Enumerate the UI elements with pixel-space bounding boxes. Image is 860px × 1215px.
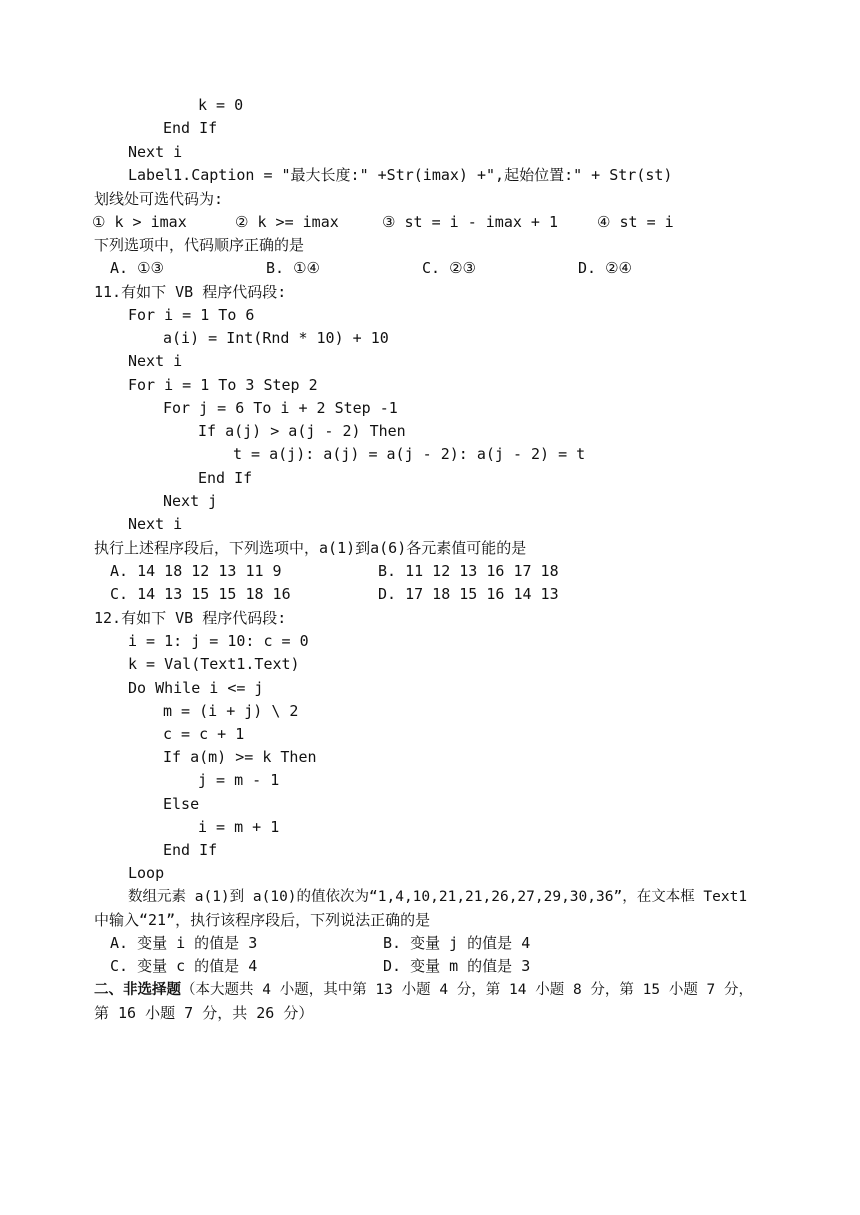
- code-line: If a(j) > a(j - 2) Then: [198, 422, 406, 440]
- code-line: k = Val(Text1.Text): [128, 655, 300, 673]
- code-line: Label1.Caption = "最大长度:" +Str(imax) +",起始位置:" + Str(st): [128, 166, 673, 184]
- option-a: A. ①③: [110, 259, 164, 277]
- option-c: C. ②③: [422, 259, 476, 277]
- code-choice: ① k > imax: [92, 213, 187, 231]
- code-line: For i = 1 To 6: [128, 306, 255, 324]
- code-line: If a(m) >= k Then: [163, 748, 317, 766]
- code-line: Next i: [128, 515, 183, 533]
- code-line: Else: [163, 795, 200, 813]
- option-b: B. ①④: [266, 259, 320, 277]
- q12-title: 12.有如下 VB 程序代码段:: [94, 609, 287, 627]
- q11-title: 11.有如下 VB 程序代码段:: [94, 283, 287, 301]
- q10-prompt: 划线处可选代码为:: [94, 190, 224, 208]
- q10-options: [110, 257, 830, 280]
- code-line: End If: [198, 469, 253, 487]
- code-line: Do While i <= j: [128, 679, 264, 697]
- section-heading: [94, 979, 753, 1002]
- code-choice: ② k >= imax: [235, 213, 339, 231]
- code-line: t = a(j): a(j) = a(j - 2): a(j - 2) = t: [233, 445, 586, 463]
- option-a: A. 变量 i 的值是 3: [110, 934, 258, 952]
- code-line: For i = 1 To 3 Step 2: [128, 376, 318, 394]
- code-choice: ③ st = i - imax + 1: [382, 213, 559, 231]
- code-line: a(i) = Int(Rnd * 10) + 10: [163, 329, 389, 347]
- code-line: Next i: [128, 352, 183, 370]
- q12-question: 中输入“21”，执行该程序段后，下列说法正确的是: [94, 911, 431, 929]
- code-line: End If: [163, 119, 218, 137]
- code-line: i = 1: j = 10: c = 0: [128, 632, 309, 650]
- option-d: D. 变量 m 的值是 3: [383, 957, 531, 975]
- option-b: B. 11 12 13 16 17 18: [378, 562, 559, 580]
- code-choice: ④ st = i: [597, 213, 674, 231]
- code-line: i = m + 1: [198, 818, 280, 836]
- q12-options-row1: [110, 932, 830, 955]
- code-line: m = (i + j) \ 2: [163, 702, 299, 720]
- q12-options-row2: [110, 955, 830, 978]
- option-d: D. 17 18 15 16 14 13: [378, 585, 559, 603]
- code-line: Next i: [128, 143, 183, 161]
- section-title: 二、非选择题: [94, 982, 181, 998]
- option-a: A. 14 18 12 13 11 9: [110, 562, 282, 580]
- option-d: D. ②④: [578, 259, 632, 277]
- q12-description: 数组元素 a(1)到 a(10)的值依次为“1,4,10,21,21,26,27,29,30,36”，在文本框 Text1: [128, 889, 748, 905]
- q11-options-row1: [110, 560, 830, 583]
- code-line: k = 0: [198, 96, 244, 114]
- q10-code-choices: [92, 211, 812, 234]
- q10-question: 下列选项中，代码顺序正确的是: [94, 236, 305, 254]
- section-note-line2: 第 16 小题 7 分，共 26 分）: [94, 1004, 314, 1022]
- option-c: C. 14 13 15 15 18 16: [110, 585, 291, 603]
- code-line: End If: [163, 841, 218, 859]
- q11-options-row2: [110, 583, 830, 606]
- code-line: c = c + 1: [163, 725, 245, 743]
- code-line: For j = 6 To i + 2 Step -1: [163, 399, 398, 417]
- code-line: Next j: [163, 492, 218, 510]
- code-line: j = m - 1: [198, 771, 280, 789]
- q11-question: 执行上述程序段后，下列选项中，a(1)到a(6)各元素值可能的是: [94, 539, 527, 557]
- section-note: （本大题共 4 小题，其中第 13 小题 4 分，第 14 小题 8 分，第 15 小题 7 分，: [181, 982, 754, 998]
- code-line: Loop: [128, 864, 165, 882]
- option-c: C. 变量 c 的值是 4: [110, 957, 258, 975]
- option-b: B. 变量 j 的值是 4: [383, 934, 531, 952]
